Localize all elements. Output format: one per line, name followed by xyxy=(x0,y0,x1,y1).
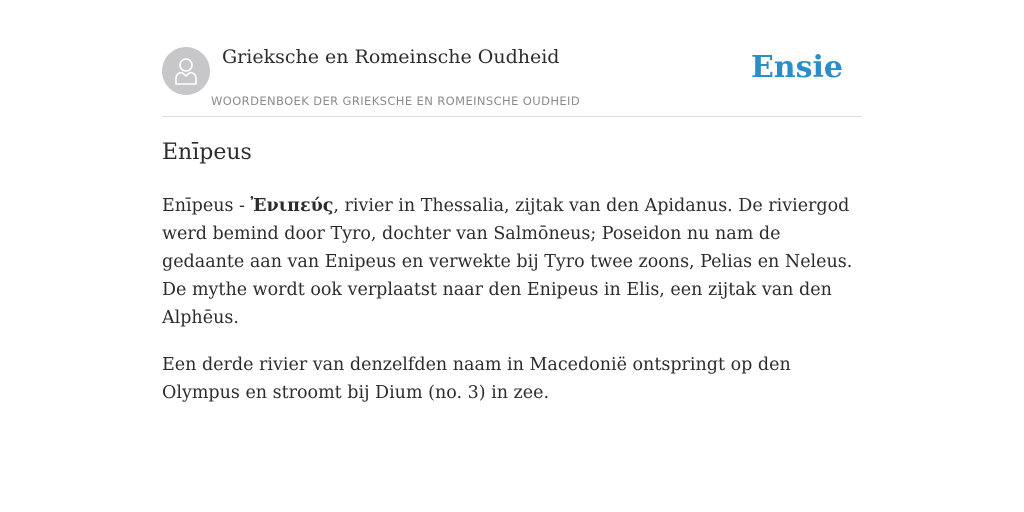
entry-paragraph-1 xyxy=(162,192,862,332)
entry-lead: Enīpeus - xyxy=(162,196,251,216)
avatar[interactable] xyxy=(162,47,210,95)
entry-text: , rivier in Thessalia, zijtak van den Apidanus. De riviergod werd bemind door Tyro, dochter van Salmōneus; Poseidon nu nam de gedaante aan van Enipeus en verwekte bij Tyro twee zoons, Pelias en Neleus. De mythe wordt ook verplaatst naar den Enipeus in Elis, een zijtak van den Alphēus. xyxy=(162,196,853,328)
source-title[interactable]: Grieksche en Romeinsche Oudheid xyxy=(222,46,560,68)
ensie-logo[interactable]: Ensie xyxy=(750,50,843,85)
source-header xyxy=(162,46,862,117)
entry-paragraph-2: Een derde rivier van denzelfden naam in Macedonië ontspringt op den Olympus en stroomt bij Dium (no. 3) in zee. xyxy=(162,355,791,403)
source-subtitle: WOORDENBOEK DER GRIEKSCHE EN ROMEINSCHE OUDHEID xyxy=(211,94,581,108)
greek-term: Ἐνιπεύς xyxy=(250,196,334,216)
entry-title: Enīpeus xyxy=(162,140,252,165)
entry-content xyxy=(162,192,862,426)
user-avatar-icon xyxy=(174,57,198,85)
